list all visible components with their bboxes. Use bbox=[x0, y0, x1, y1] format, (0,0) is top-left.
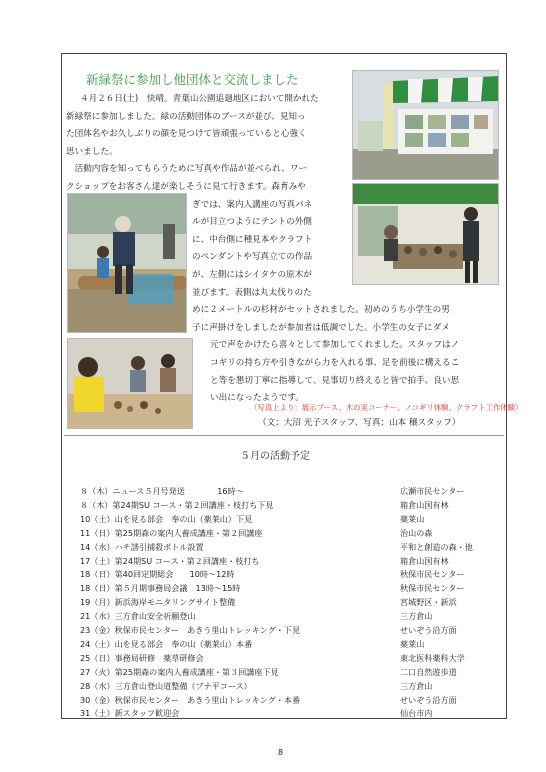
photo-nut-corner bbox=[352, 183, 499, 285]
schedule-event: 18（日）第５月期事務局会議 13時～15時 bbox=[80, 583, 241, 594]
article-line: めに２メートルの杉材がセットされました。初めのうち小学生の男 bbox=[192, 305, 450, 316]
schedule-place: 二口自然遊歩道 bbox=[400, 666, 457, 677]
schedule-place: 薬莱山 bbox=[400, 513, 425, 524]
page-number: 8 bbox=[278, 748, 284, 757]
article-credit: （文；大沼 光子スタッフ、写真；山本 穣スタッフ） bbox=[258, 418, 461, 428]
article-line: が、左側にはシイタケの原木が bbox=[192, 270, 312, 280]
schedule-row bbox=[80, 708, 500, 722]
schedule-event: 24（土）山を見る部会 奉の山（薬莱山）本番 bbox=[80, 638, 253, 649]
article-line: ルが目立つようにテントの外側 bbox=[192, 217, 312, 228]
schedule-event: 25（日）事務局研修 薬草研修会 bbox=[80, 652, 204, 663]
photo-caption: （写真上より：展示ブース、木の実コーナー、ノコギリ体験、クラフト工作体験） bbox=[250, 403, 523, 412]
schedule-row bbox=[80, 569, 500, 583]
schedule-row bbox=[80, 556, 500, 570]
schedule-row bbox=[80, 653, 500, 667]
article-line: クショップをお客さん達が楽しそうに見て行きます。森育みや bbox=[66, 182, 306, 192]
schedule-event: 19（月）新浜海岸モニタリングサイト整備 bbox=[80, 597, 236, 608]
schedule-event: 30（金）秋保市民センター あきう里山トレッキング・本番 bbox=[80, 694, 301, 705]
article-line: コギリの持ち方や引きながら力を入れる事、足を前後に構えるこ bbox=[210, 358, 460, 368]
article-title: 新緑祭に参加し他団体と交流しました bbox=[86, 72, 299, 87]
schedule-place: 宮城野区・新浜 bbox=[400, 597, 457, 608]
schedule-event: ８（木）第24期SU コース・第２回講座・枝打ち下見 bbox=[80, 499, 274, 510]
schedule-row bbox=[80, 695, 500, 709]
schedule-place: 秋保市民センター bbox=[400, 569, 465, 580]
schedule-place: 三方倉山 bbox=[400, 680, 433, 691]
schedule-row bbox=[80, 639, 500, 653]
schedule-place: 仙台市内 bbox=[400, 708, 433, 719]
schedule-row bbox=[80, 486, 500, 500]
article-line: 思いました。 bbox=[66, 146, 118, 157]
schedule-place: 秋保市民センター bbox=[400, 583, 465, 594]
schedule-event: 14（水）ハチ誘引捕殺ボトル設置 bbox=[80, 541, 204, 552]
schedule-event: 10（土）山を見る部会 奉の山（薬莱山）下見 bbox=[80, 513, 253, 524]
article-line: 子に声掛けをしましたが参加者は低調でした。小学生の女子にダメ bbox=[192, 322, 450, 333]
schedule-row bbox=[80, 611, 500, 625]
article-line: と等を懇切丁寧に指導して、見事切り終えると皆で拍手、良い思 bbox=[210, 375, 460, 386]
article-line: に、中台側に種見本やクラフト bbox=[192, 234, 313, 245]
article-line: 新緑祭に参加しました。緑の活動団体のブースが並び、見知っ bbox=[66, 111, 306, 122]
schedule-row bbox=[80, 625, 500, 639]
schedule-place: 広瀬市民センター bbox=[400, 486, 465, 496]
article-line: た団体名やお久しぶりの顔を見つけて皆頑張っていると心強く bbox=[66, 129, 307, 140]
schedule-row bbox=[80, 597, 500, 611]
schedule-title: ５月の活動予定 bbox=[240, 451, 310, 462]
article-line: い出になったようです。 bbox=[210, 393, 304, 404]
schedule-place: 治山の森 bbox=[400, 527, 433, 538]
schedule-place: 箱倉山国有林 bbox=[400, 499, 449, 510]
schedule-place: 東北医科薬科大学 bbox=[400, 652, 465, 663]
article-line: ぎでは、案内人講座の写真パネ bbox=[192, 199, 313, 210]
schedule-event: 21（水）三方倉山安全祈願登山 bbox=[80, 611, 196, 622]
schedule-row bbox=[80, 528, 500, 542]
photo-craft-workshop bbox=[67, 338, 193, 429]
schedule-row bbox=[80, 542, 500, 556]
schedule-place: 薬莱山 bbox=[400, 638, 425, 649]
schedule-row bbox=[80, 583, 500, 597]
article-line: 活動内容を知ってもらうために写真や作品が並べられ、ワー bbox=[66, 164, 308, 175]
schedule-row bbox=[80, 681, 500, 695]
article-line: ４月２６日(土) 快晴。青葉山公園追廻地区において開かれた bbox=[80, 94, 319, 104]
article-line: 元で声をかけたら喜々として参加してくれました。スタッフはノ bbox=[210, 340, 460, 351]
schedule-place: 箱倉山国有林 bbox=[400, 555, 449, 566]
schedule-place: せいぞう沿方面 bbox=[400, 625, 457, 635]
schedule-row bbox=[80, 667, 500, 681]
schedule-row bbox=[80, 500, 500, 514]
schedule-event: 11（日）第25期森の案内人養成講座・第２回講座 bbox=[80, 527, 263, 538]
schedule-row bbox=[80, 514, 500, 528]
schedule-event: 31（土）新スタッフ歓迎会 bbox=[80, 708, 180, 719]
article-line: のペンダントや写真立ての作品 bbox=[192, 252, 313, 263]
schedule-place: 平和と創造の森・他 bbox=[400, 541, 473, 552]
schedule-event: 28（水）三方倉山登山道整備（ブナ平コース） bbox=[80, 680, 252, 691]
photo-exhibition-booth bbox=[352, 70, 499, 180]
schedule-event: 27（火）第25期森の案内人養成講座・第３回講座下見 bbox=[80, 666, 279, 677]
schedule-place: 三方倉山 bbox=[400, 611, 433, 622]
schedule-event: ８（木）ニュース５月号発送 16時～ bbox=[80, 486, 244, 496]
section-divider bbox=[64, 435, 504, 436]
schedule-event: 18（日）第40回定期総会 10時～12時 bbox=[80, 569, 235, 580]
schedule-event: 17（土）第24期SU コース・第２回講座・枝打ち bbox=[80, 555, 260, 566]
article-line: 並びます。表側は丸太伐りのた bbox=[192, 287, 312, 298]
schedule-place: せいぞう沿方面 bbox=[400, 694, 457, 705]
photo-saw-experience bbox=[67, 193, 187, 333]
schedule-event: 23（金）秋保市民センター あきう里山トレッキング・下見 bbox=[80, 625, 301, 635]
